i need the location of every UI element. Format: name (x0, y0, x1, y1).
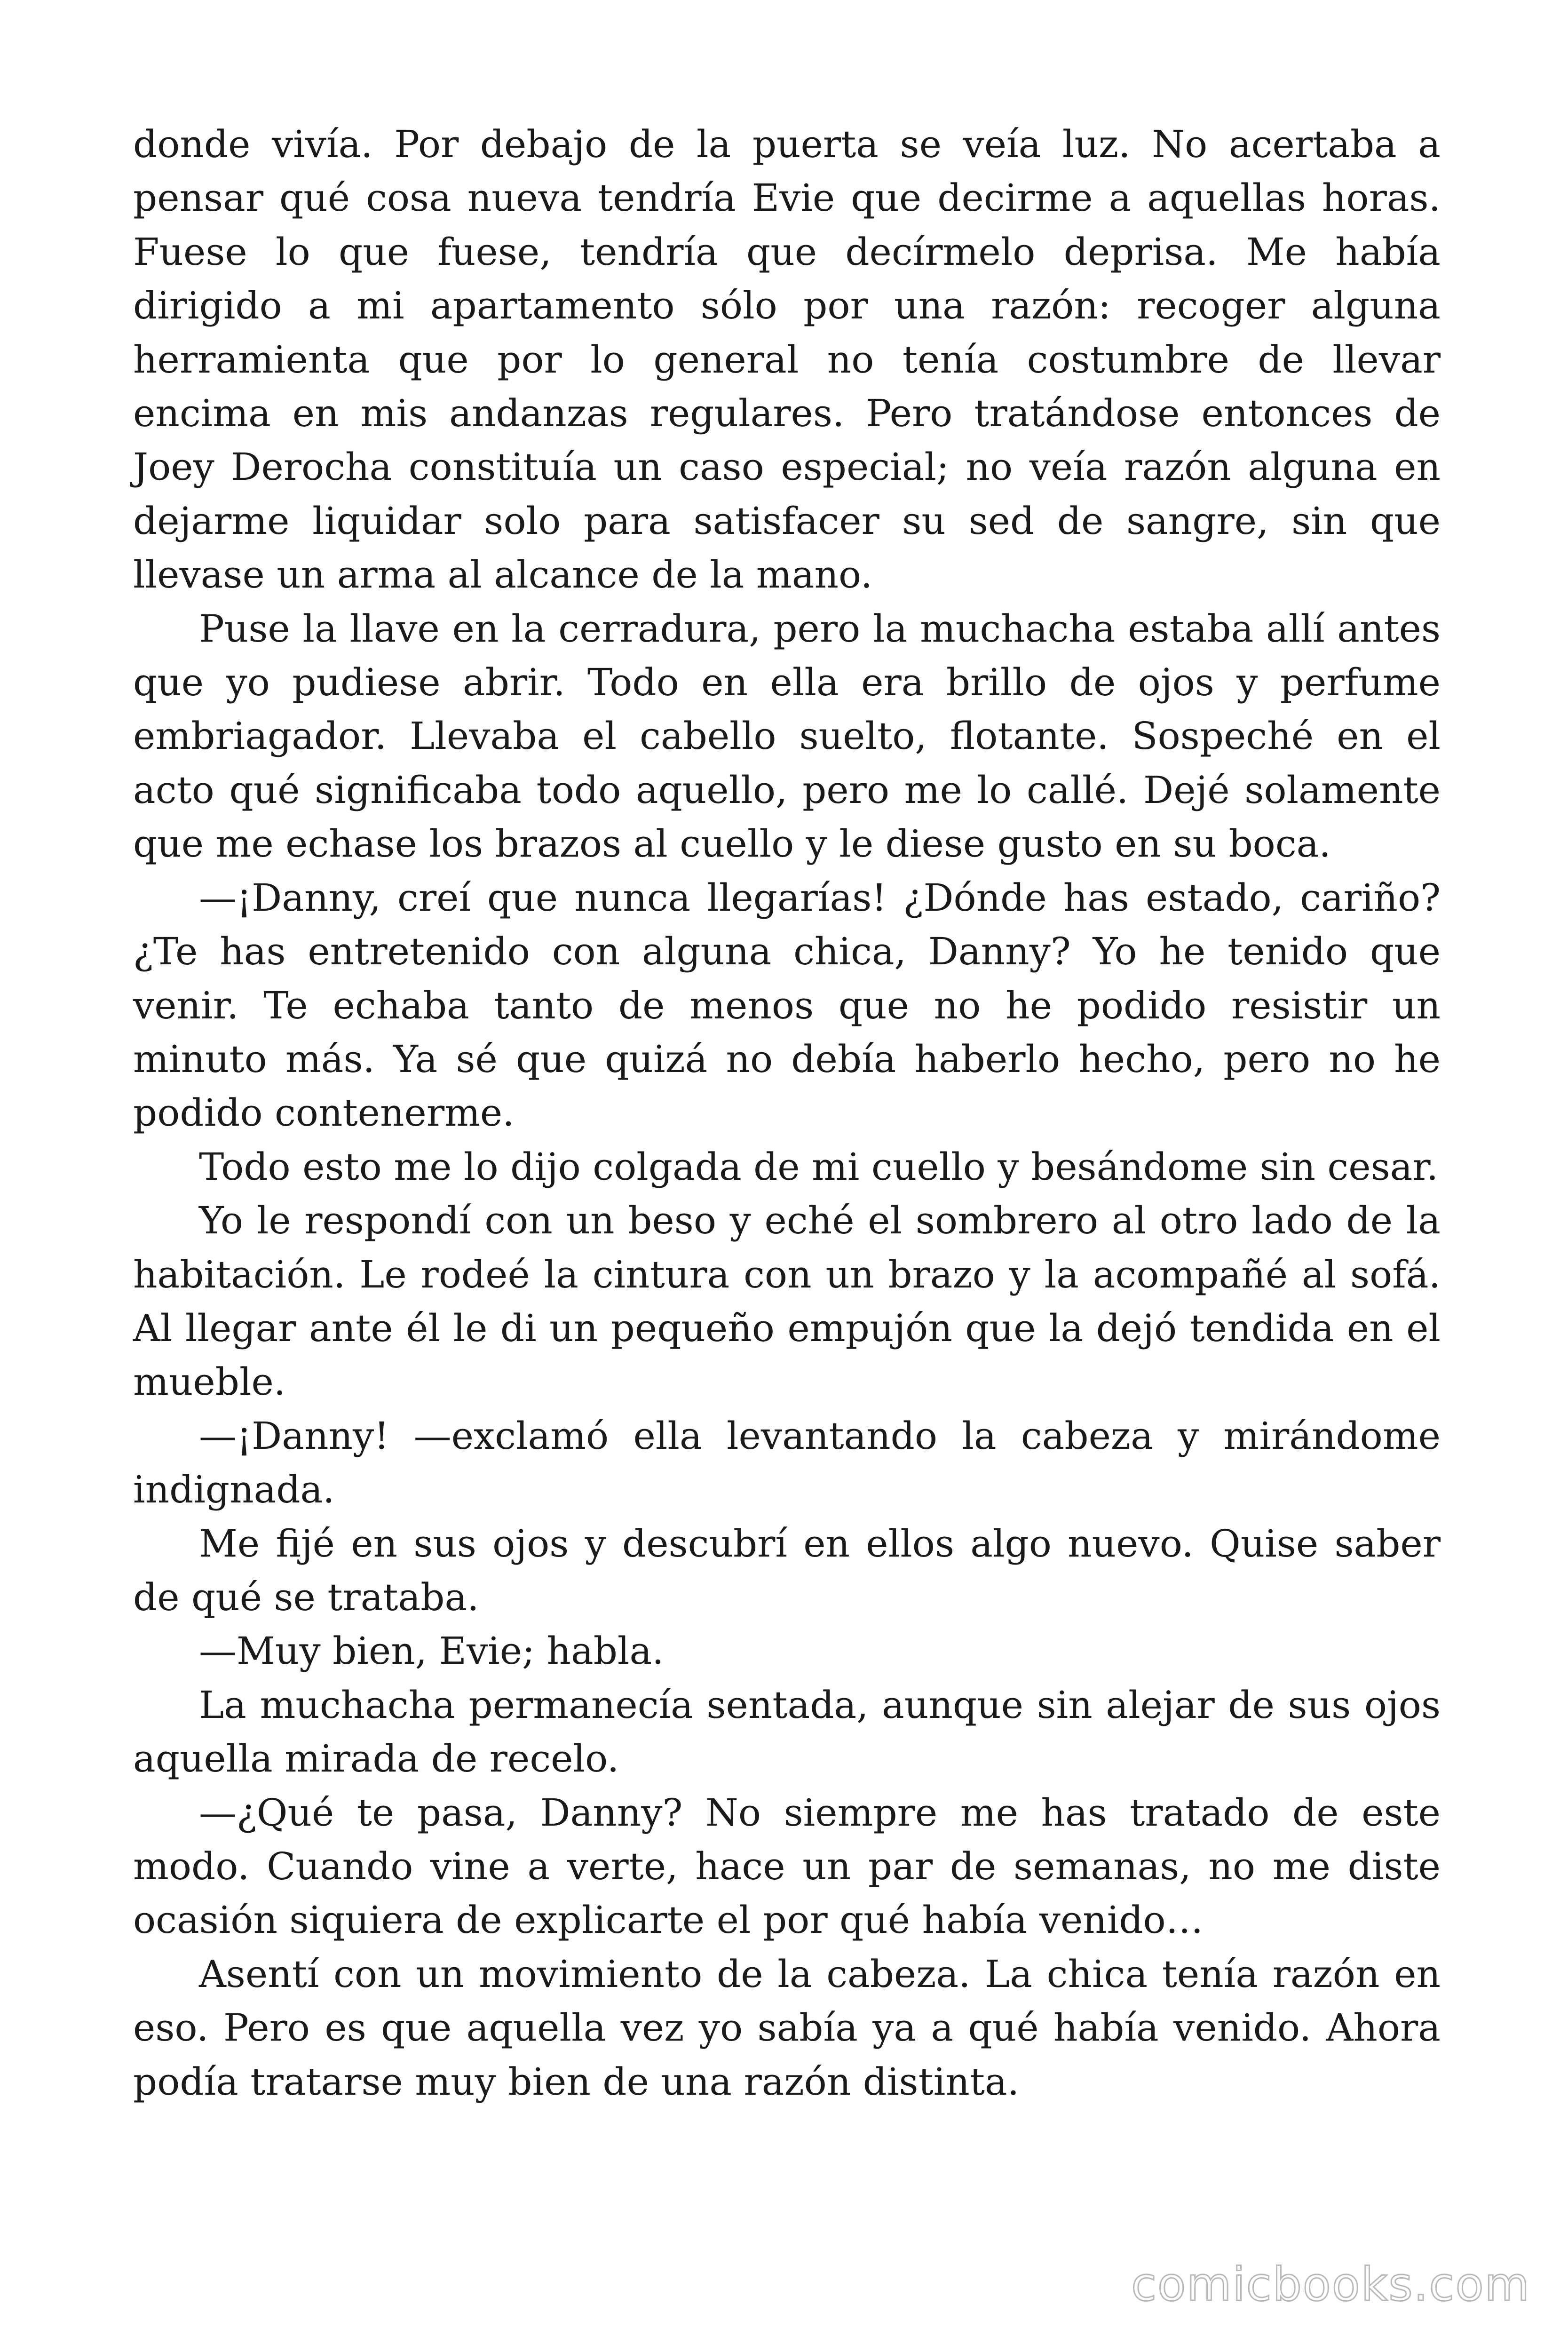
body-text (133, 118, 1441, 2109)
paragraph-9: La muchacha permanecía sentada, aunque sin alejar de sus ojos aquella mirada de recelo. (133, 1683, 1441, 1781)
watermark: comicbooks.com (1131, 2258, 1530, 2312)
paragraph-8: —Muy bien, Evie; habla. (199, 1629, 664, 1673)
paragraph-1: donde vivía. Por debajo de la puerta se veía luz. No acertaba a pensar qué cosa nueva tendría Evie que decirme a aquellas horas. Fuese lo que fuese, tendría que decírmelo deprisa. Me había dirigido a mi apartamento sólo por una razón: recoger alguna herramienta que por lo general no tenía costumbre de llevar encima en mis andanzas regulares. Pero tratándose entonces de Joey Derocha constituía un caso especial; no veía razón alguna en dejarme liquidar solo para satisfacer su sed de sangre, sin que llevase un arma al alcance de la mano. (133, 122, 1441, 597)
paragraph-4: Todo esto me lo dijo colgada de mi cuello y besándome sin cesar. (199, 1144, 1439, 1189)
paragraph-7: Me fijé en sus ojos y descubrí en ellos algo nuevo. Quise saber de qué se trataba. (133, 1521, 1441, 1619)
paragraph-3: —¡Danny, creí que nunca llegarías! ¿Dónde has estado, cariño? ¿Te has entretenido con alguna chica, Danny? Yo he tenido que venir. Te echaba tanto de menos que no he podido resistir un minuto más. Ya sé que quizá no debía haberlo hecho, pero no he podido contenerme. (133, 875, 1441, 1135)
paragraph-2: Puse la llave en la cerradura, pero la muchacha estaba allí antes que yo pudiese abrir. Todo en ella era brillo de ojos y perfume embriagador. Llevaba el cabello suelto, flotante. Sospeché en el acto qué significaba todo aquello, pero me lo callé. Dejé solamente que me echase los brazos al cuello y le diese gusto en su boca. (133, 606, 1441, 866)
paragraph-6: —¡Danny! —exclamó ella levantando la cabeza y mirándome indignada. (133, 1414, 1441, 1512)
paragraph-11: Asentí con un movimiento de la cabeza. La chica tenía razón en eso. Pero es que aquella vez yo sabía ya a qué había venido. Ahora podía tratarse muy bien de una razón distinta. (133, 1952, 1441, 2104)
paragraph-10: —¿Qué te pasa, Danny? No siempre me has tratado de este modo. Cuando vine a verte, hace un par de semanas, no me diste ocasión siquiera de explicarte el por qué había venido… (133, 1790, 1441, 1942)
paragraph-5: Yo le respondí con un beso y eché el sombrero al otro lado de la habitación. Le rodeé la cintura con un brazo y la acompañé al sofá. Al llegar ante él le di un pequeño empujón que la dejó tendida en el mueble. (133, 1199, 1441, 1404)
